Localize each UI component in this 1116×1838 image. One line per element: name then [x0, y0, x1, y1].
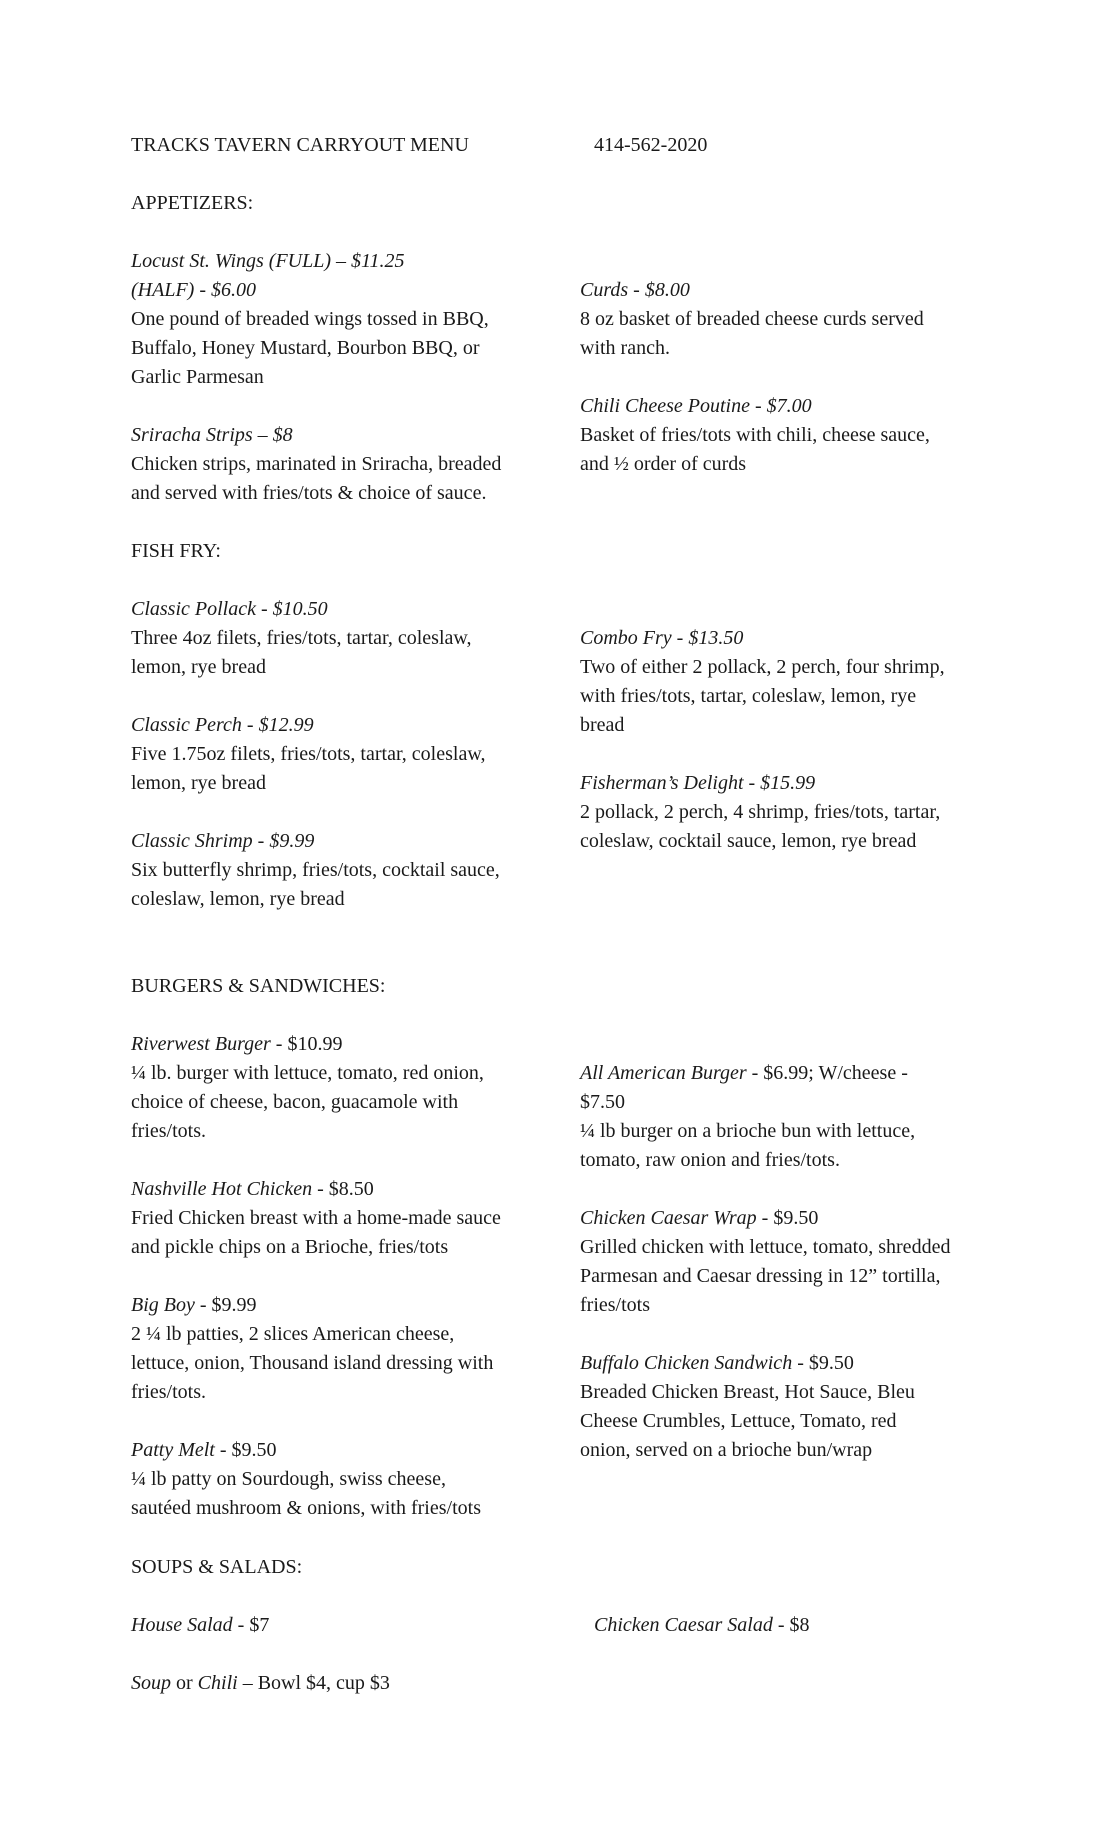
- item-desc: Six butterfly shrimp, fries/tots, cocktail sauce,: [131, 859, 500, 881]
- item-desc: coleslaw, cocktail sauce, lemon, rye bread: [580, 830, 917, 852]
- item-desc: choice of cheese, bacon, guacamole with: [131, 1091, 459, 1113]
- menu-item-curds: [580, 276, 1010, 363]
- item-desc: fries/tots.: [131, 1381, 206, 1403]
- item-price: - $8.50: [312, 1178, 374, 1200]
- item-desc: Buffalo, Honey Mustard, Bourbon BBQ, or: [131, 337, 480, 359]
- item-name: Big Boy: [131, 1294, 195, 1316]
- item-desc: with fries/tots, tartar, coleslaw, lemon, rye: [580, 685, 917, 707]
- item-name: Sriracha Strips – $8: [131, 424, 293, 446]
- item-price: - $9.99: [194, 1294, 257, 1316]
- item-desc: lemon, rye bread: [131, 772, 266, 794]
- item-price: - $9.50: [756, 1207, 819, 1229]
- item-desc: fries/tots.: [131, 1120, 206, 1142]
- item-desc: Garlic Parmesan: [131, 366, 264, 388]
- menu-item-combo-fry: [580, 624, 1010, 740]
- item-name-line: [580, 1349, 1010, 1378]
- item-name: Buffalo Chicken Sandwich: [580, 1352, 793, 1374]
- item-name-line: [131, 1436, 571, 1465]
- item-desc: sautéed mushroom & onions, with fries/tots: [131, 1497, 481, 1519]
- menu-item-pollack: [131, 595, 571, 682]
- item-name-line: [131, 1291, 571, 1320]
- item-desc: Cheese Crumbles, Lettuce, Tomato, red: [580, 1410, 897, 1432]
- menu-item-chicken-caesar-salad: [594, 1611, 1014, 1640]
- menu-item-perch: [131, 711, 571, 798]
- appetizers-heading: APPETIZERS:: [131, 192, 254, 214]
- menu-item-house-salad: [131, 1611, 571, 1640]
- item-name: Classic Pollack - $10.50: [131, 598, 328, 620]
- item-name: All American Burger: [580, 1062, 747, 1084]
- menu-item-chicken-caesar-wrap: [580, 1204, 1010, 1320]
- menu-item-buffalo-chicken-sandwich: [580, 1349, 1010, 1465]
- item-desc: onion, served on a brioche bun/wrap: [580, 1439, 873, 1461]
- item-price: - $10.99: [270, 1033, 343, 1055]
- item-price: - $9.50: [792, 1352, 854, 1374]
- item-desc: ¼ lb burger on a brioche bun with lettuce,: [580, 1120, 916, 1142]
- menu-item-shrimp: [131, 827, 571, 914]
- item-price: - $6.99; W/cheese -: [746, 1062, 908, 1084]
- item-name: Curds - $8.00: [580, 279, 690, 301]
- menu-item-wings: [131, 247, 571, 392]
- item-desc: lemon, rye bread: [131, 656, 266, 678]
- item-desc: Chicken strips, marinated in Sriracha, breaded: [131, 453, 502, 475]
- item-name-line: [131, 1175, 571, 1204]
- item-desc: lettuce, onion, Thousand island dressing with: [131, 1352, 494, 1374]
- item-name: Chili Cheese Poutine - $7.00: [580, 395, 812, 417]
- item-desc: and pickle chips on a Brioche, fries/tots: [131, 1236, 449, 1258]
- item-desc: 8 oz basket of breaded cheese curds served: [580, 308, 924, 330]
- item-or: or: [171, 1672, 198, 1694]
- item-price: – Bowl $4, cup $3: [237, 1672, 390, 1694]
- item-name-line: [580, 1059, 1010, 1088]
- menu-item-patty-melt: [131, 1436, 571, 1523]
- item-desc: coleslaw, lemon, rye bread: [131, 888, 345, 910]
- item-desc: bread: [580, 714, 625, 736]
- item-name: Fisherman’s Delight - $15.99: [580, 772, 816, 794]
- menu-item-all-american-burger: [580, 1059, 1010, 1175]
- item-name: House Salad: [131, 1614, 233, 1636]
- item-desc: tomato, raw onion and fries/tots.: [580, 1149, 840, 1171]
- menu-item-poutine: [580, 392, 1010, 479]
- item-name: Classic Perch - $12.99: [131, 714, 314, 736]
- item-price: - $9.50: [214, 1439, 277, 1461]
- item-name-line: [131, 1030, 571, 1059]
- burgers-heading: BURGERS & SANDWICHES:: [131, 975, 386, 997]
- item-desc: 2 pollack, 2 perch, 4 shrimp, fries/tots, tartar,: [580, 801, 941, 823]
- item-price: - $7: [232, 1614, 270, 1636]
- item-name-half: (HALF) - $6.00: [131, 279, 256, 301]
- item-desc: One pound of breaded wings tossed in BBQ,: [131, 308, 489, 330]
- item-name-line: [580, 1204, 1010, 1233]
- item-name: Classic Shrimp - $9.99: [131, 830, 315, 852]
- item-desc: Grilled chicken with lettuce, tomato, shredded: [580, 1236, 951, 1258]
- item-desc: Basket of fries/tots with chili, cheese sauce,: [580, 424, 930, 446]
- item-desc: fries/tots: [580, 1294, 650, 1316]
- item-desc: Three 4oz filets, fries/tots, tartar, coleslaw,: [131, 627, 472, 649]
- item-name: Chicken Caesar Wrap: [580, 1207, 757, 1229]
- item-name: Patty Melt: [131, 1439, 215, 1461]
- item-desc: ¼ lb patty on Sourdough, swiss cheese,: [131, 1468, 446, 1490]
- item-desc: Two of either 2 pollack, 2 perch, four shrimp,: [580, 656, 945, 678]
- menu-item-sriracha: [131, 421, 571, 508]
- item-name-chili: Chili: [197, 1672, 238, 1694]
- menu-item-big-boy: [131, 1291, 571, 1407]
- item-desc: Fried Chicken breast with a home-made sauce: [131, 1207, 501, 1229]
- item-desc: Parmesan and Caesar dressing in 12” tortilla,: [580, 1265, 941, 1287]
- menu-title: TRACKS TAVERN CARRYOUT MENU: [131, 134, 469, 156]
- item-name: Riverwest Burger: [131, 1033, 271, 1055]
- soups-heading: SOUPS & SALADS:: [131, 1556, 303, 1578]
- item-price: - $8: [772, 1614, 810, 1636]
- item-name: Combo Fry - $13.50: [580, 627, 744, 649]
- fish-fry-heading: FISH FRY:: [131, 540, 221, 562]
- item-name: Chicken Caesar Salad: [594, 1614, 773, 1636]
- item-desc: and ½ order of curds: [580, 453, 747, 475]
- item-desc: with ranch.: [580, 337, 670, 359]
- item-name: Nashville Hot Chicken: [131, 1178, 313, 1200]
- item-desc: Five 1.75oz filets, fries/tots, tartar, coleslaw,: [131, 743, 486, 765]
- item-price-cont: $7.50: [580, 1091, 625, 1113]
- item-desc: and served with fries/tots & choice of sauce.: [131, 482, 487, 504]
- item-desc: 2 ¼ lb patties, 2 slices American cheese,: [131, 1323, 455, 1345]
- menu-item-soup-or-chili: [131, 1669, 571, 1698]
- menu-item-nashville-hot-chicken: [131, 1175, 571, 1262]
- item-name: Locust St. Wings (FULL) – $11.25: [131, 250, 405, 272]
- menu-item-fishermans-delight: [580, 769, 1010, 856]
- item-desc: Breaded Chicken Breast, Hot Sauce, Bleu: [580, 1381, 915, 1403]
- item-name-soup: Soup: [131, 1672, 171, 1694]
- menu-item-riverwest-burger: [131, 1030, 571, 1146]
- phone-number: 414-562-2020: [594, 134, 708, 156]
- item-desc: ¼ lb. burger with lettuce, tomato, red onion,: [131, 1062, 484, 1084]
